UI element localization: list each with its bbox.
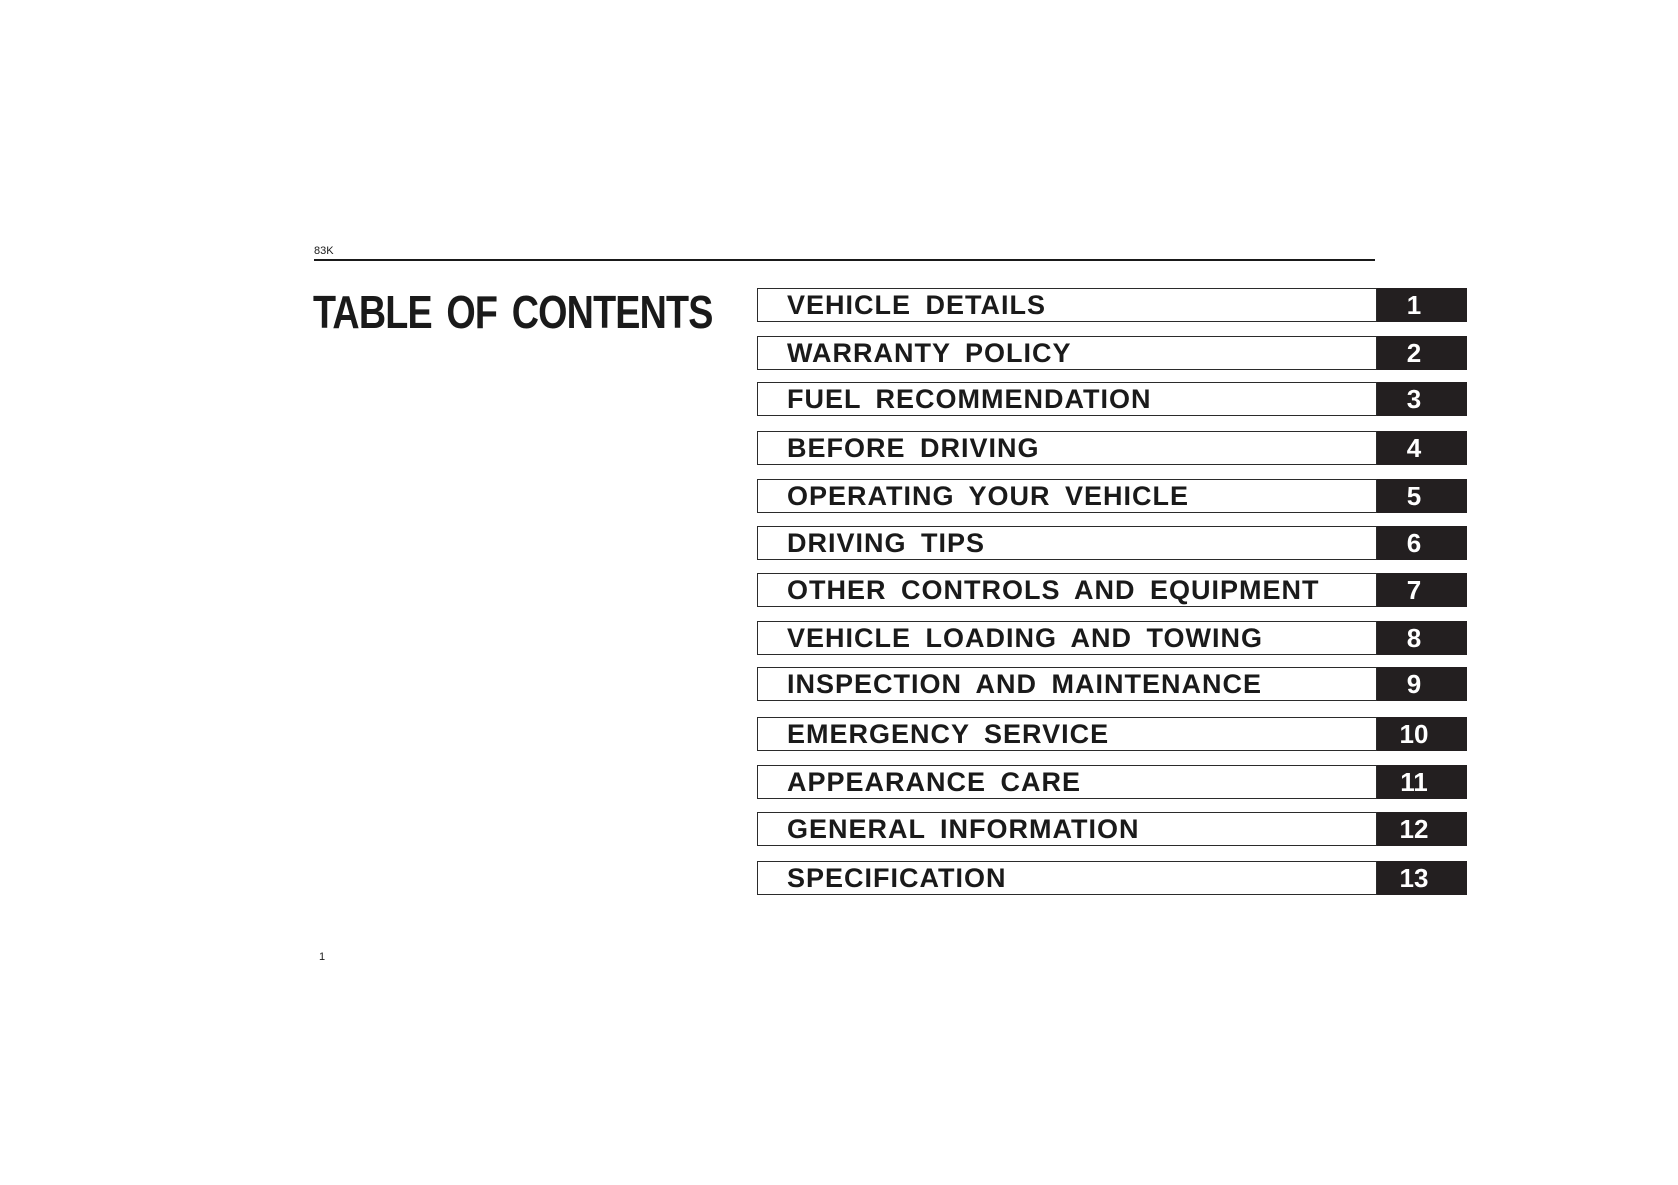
- toc-section-tab: 8: [1377, 621, 1467, 655]
- header-code: 83K: [314, 245, 334, 257]
- toc-section-tab: 13: [1377, 861, 1467, 895]
- page-number: 1: [319, 951, 326, 963]
- toc-entry-label: APPEARANCE CARE: [757, 765, 1377, 799]
- toc-section-tab: 4: [1377, 431, 1467, 465]
- toc-section-tab: 11: [1377, 765, 1467, 799]
- page-title: TABLE OF CONTENTS: [313, 286, 713, 338]
- toc-section-tab: 6: [1377, 526, 1467, 560]
- toc-entry-appearance-care[interactable]: [757, 765, 1467, 799]
- toc-entry-warranty-policy[interactable]: [757, 336, 1467, 370]
- toc-section-tab: 10: [1377, 717, 1467, 751]
- toc-entry-label: BEFORE DRIVING: [757, 431, 1377, 465]
- toc-entry-label: OTHER CONTROLS AND EQUIPMENT: [757, 573, 1377, 607]
- toc-entry-label: WARRANTY POLICY: [757, 336, 1377, 370]
- toc-entry-emergency-service[interactable]: [757, 717, 1467, 751]
- toc-entry-operating-your-vehicle[interactable]: [757, 479, 1467, 513]
- toc-entry-label: EMERGENCY SERVICE: [757, 717, 1377, 751]
- toc-entry-label: VEHICLE DETAILS: [757, 288, 1377, 322]
- toc-entry-inspection-and-maintenance[interactable]: [757, 667, 1467, 701]
- toc-entry-label: OPERATING YOUR VEHICLE: [757, 479, 1377, 513]
- toc-entry-specification[interactable]: [757, 861, 1467, 895]
- toc-section-tab: 1: [1377, 288, 1467, 322]
- toc-section-tab: 3: [1377, 382, 1467, 416]
- toc-entry-general-information[interactable]: [757, 812, 1467, 846]
- toc-section-tab: 9: [1377, 667, 1467, 701]
- toc-entry-vehicle-loading-and-towing[interactable]: [757, 621, 1467, 655]
- toc-entry-label: FUEL RECOMMENDATION: [757, 382, 1377, 416]
- toc-section-tab: 2: [1377, 336, 1467, 370]
- toc-section-tab: 12: [1377, 812, 1467, 846]
- toc-entry-label: VEHICLE LOADING AND TOWING: [757, 621, 1377, 655]
- toc-entry-fuel-recommendation[interactable]: [757, 382, 1467, 416]
- toc-entry-other-controls-and-equipment[interactable]: [757, 573, 1467, 607]
- toc-entry-before-driving[interactable]: [757, 431, 1467, 465]
- toc-section-tab: 5: [1377, 479, 1467, 513]
- toc-entry-vehicle-details[interactable]: [757, 288, 1467, 322]
- toc-entry-label: SPECIFICATION: [757, 861, 1377, 895]
- toc-entry-label: INSPECTION AND MAINTENANCE: [757, 667, 1377, 701]
- toc-entry-driving-tips[interactable]: [757, 526, 1467, 560]
- toc-entry-label: DRIVING TIPS: [757, 526, 1377, 560]
- toc-entry-label: GENERAL INFORMATION: [757, 812, 1377, 846]
- toc-section-tab: 7: [1377, 573, 1467, 607]
- header-rule: [314, 259, 1375, 261]
